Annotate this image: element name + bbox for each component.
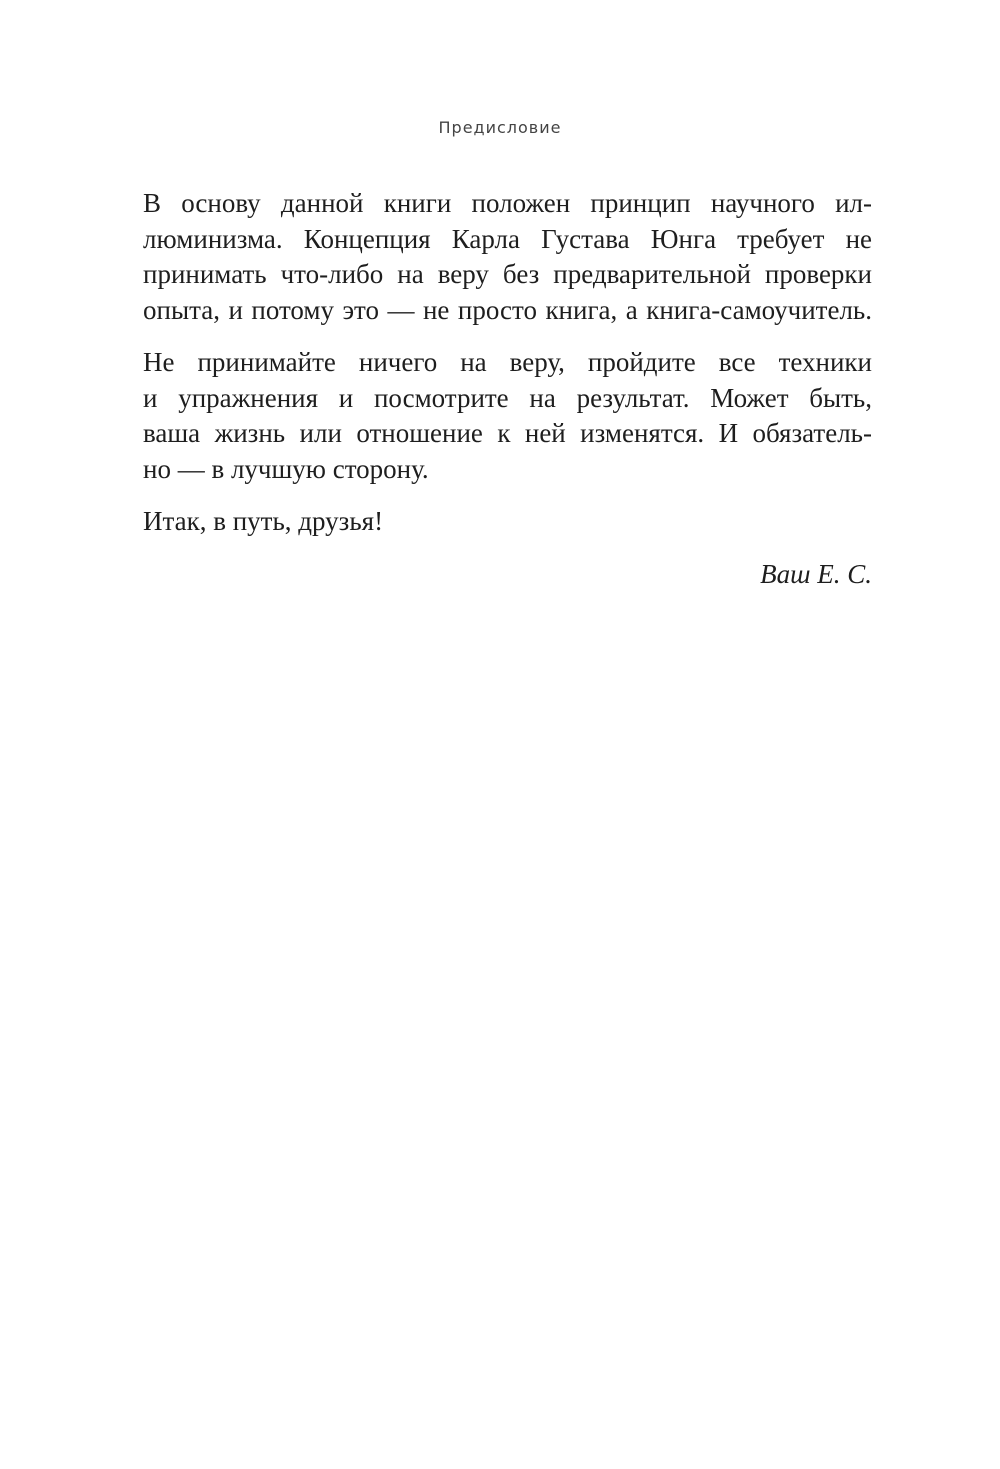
text-line: но — в лучшую сторону. <box>143 453 429 484</box>
text-line: принимать что-либо на веру без предварительной проверки <box>143 259 872 289</box>
running-head-title: Предисловие <box>438 118 562 137</box>
preface-text <box>143 186 872 592</box>
text-line: люминизма. Концепция Карла Густава Юнга требует не <box>143 223 872 254</box>
text-line: и упражнения и посмотрите на результат. Может быть, <box>143 382 872 413</box>
signature: Ваш Е. С. <box>760 558 872 589</box>
text-line: Не принимайте ничего на веру, пройдите все техники <box>143 347 872 377</box>
text-line: опыта, и потому это — не просто книга, а книга-самоучитель. <box>143 294 872 325</box>
paragraph-1 <box>143 186 872 328</box>
paragraph-2 <box>143 345 872 487</box>
text-line: Итак, в путь, друзья! <box>143 506 384 536</box>
paragraph-3 <box>143 504 872 540</box>
text-line: В основу данной книги положен принцип научного ил- <box>143 188 872 218</box>
text-line: ваша жизнь или отношение к ней изменятся. И обязатель- <box>143 418 872 448</box>
